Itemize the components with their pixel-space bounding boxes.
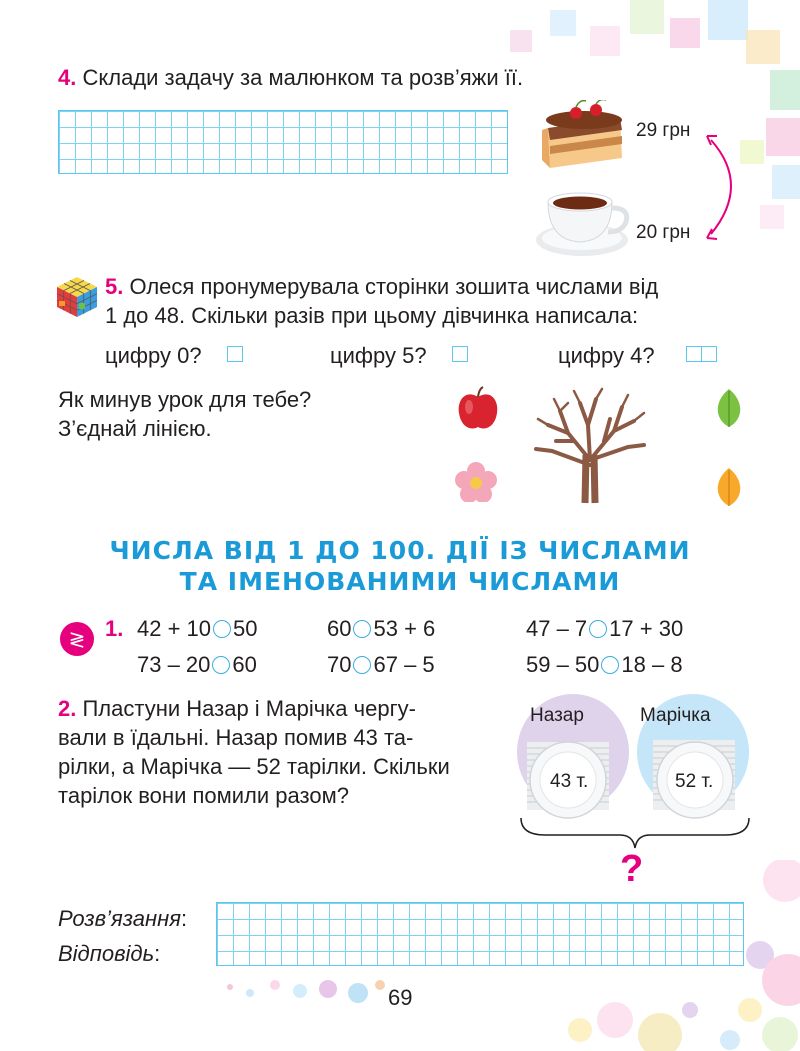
reflection-line2: З’єднай лінією. [58, 416, 212, 441]
solution-label-row: Розв’язання: [58, 906, 188, 931]
question-mark: ? [620, 848, 644, 890]
rubiks-cube-icon [55, 275, 99, 319]
name-nazar: Назар [530, 705, 584, 726]
solution-answer-grid[interactable] [216, 902, 744, 966]
task4-answer-grid[interactable] [58, 110, 508, 174]
ex2-number: 2. [58, 696, 77, 721]
task4-text: Склади задачу за малюнком та розв’яжи її. [82, 65, 524, 90]
ex1-r2-c2: 70 67 – 5 [327, 652, 435, 677]
page-number: 69 [388, 985, 413, 1010]
task4-number: 4. [58, 65, 77, 90]
plates-count-marichka: 52 т. [675, 771, 714, 792]
brace-icon [521, 818, 749, 848]
task5-text-line2: 1 до 48. Скільки разів при цьому дівчинка написала: [105, 303, 639, 328]
orange-leaf-icon [712, 466, 746, 508]
compare-circle[interactable] [353, 656, 371, 674]
name-marichka: Марічка [640, 705, 711, 726]
bare-tree-icon [530, 385, 650, 505]
ex2-line1 [58, 694, 416, 723]
reflection-line1: Як минув урок для тебе? [58, 387, 312, 412]
ex1-r1-c3: 47 – 7 17 + 30 [526, 616, 684, 641]
task5-number: 5. [105, 274, 124, 299]
tea-cup-icon [534, 188, 634, 264]
decor-bubbles-bottom-right [690, 860, 800, 1051]
green-leaf-icon [712, 387, 746, 429]
double-arrow-icon [705, 130, 755, 245]
task5-text-line1: Олеся пронумерувала сторінки зошита числами від [129, 274, 659, 299]
tea-price: 20 грн [636, 222, 691, 243]
task5-line1 [105, 272, 658, 301]
cake-slice-icon [540, 100, 630, 180]
plates-count-nazar: 43 т. [550, 771, 589, 792]
task5-q4: цифру 4? [558, 343, 655, 368]
ex1-number [105, 614, 123, 643]
ex1-r2-c1: 73 – 20 60 [137, 652, 257, 677]
answer-cell-digit-4-b[interactable] [701, 346, 717, 362]
section-title-line2: ТА ІМЕНОВАНИМИ ЧИСЛАМИ [179, 567, 621, 596]
task5-q5: цифру 5? [330, 343, 427, 368]
compare-icon [58, 620, 96, 658]
answer-label: Відповідь [58, 941, 155, 966]
svg-text:≷: ≷ [68, 627, 86, 651]
compare-circle[interactable] [601, 656, 619, 674]
apple-icon [455, 385, 501, 433]
answer-label-row: Відповідь: [58, 941, 161, 966]
ex2-text-line3: рілки, а Марічка — 52 тарілки. Скільки [58, 754, 450, 779]
ex2-text-line1: Пластуни Назар і Марічка чергу- [82, 696, 416, 721]
ex1-number-label: 1. [105, 616, 124, 641]
answer-cell-digit-0[interactable] [227, 346, 243, 362]
compare-circle[interactable] [589, 620, 607, 638]
compare-circle[interactable] [212, 656, 230, 674]
ex1-r1-c2: 60 53 + 6 [327, 616, 436, 641]
ex1-r2-c3: 59 – 50 18 – 8 [526, 652, 683, 677]
answer-cell-digit-5[interactable] [452, 346, 468, 362]
ex2-text-line4: тарілок вони помили разом? [58, 783, 349, 808]
decor-dots-bottom [220, 975, 390, 1005]
solution-label: Розв’язання [58, 906, 181, 931]
flower-icon [454, 462, 498, 502]
ex1-r1-c1: 42 + 10 50 [137, 616, 258, 641]
compare-circle[interactable] [353, 620, 371, 638]
task5-q0: цифру 0? [105, 343, 202, 368]
task4-heading [58, 63, 523, 92]
ex2-text-line2: вали в їдальні. Назар помив 43 та- [58, 725, 414, 750]
answer-cell-digit-4-a[interactable] [686, 346, 702, 362]
decor-bubbles-bottom [560, 990, 700, 1051]
compare-circle[interactable] [213, 620, 231, 638]
cake-price: 29 грн [636, 120, 691, 141]
section-title-line1: ЧИСЛА ВІД 1 ДО 100. ДІЇ ІЗ ЧИСЛАМИ [109, 536, 691, 565]
